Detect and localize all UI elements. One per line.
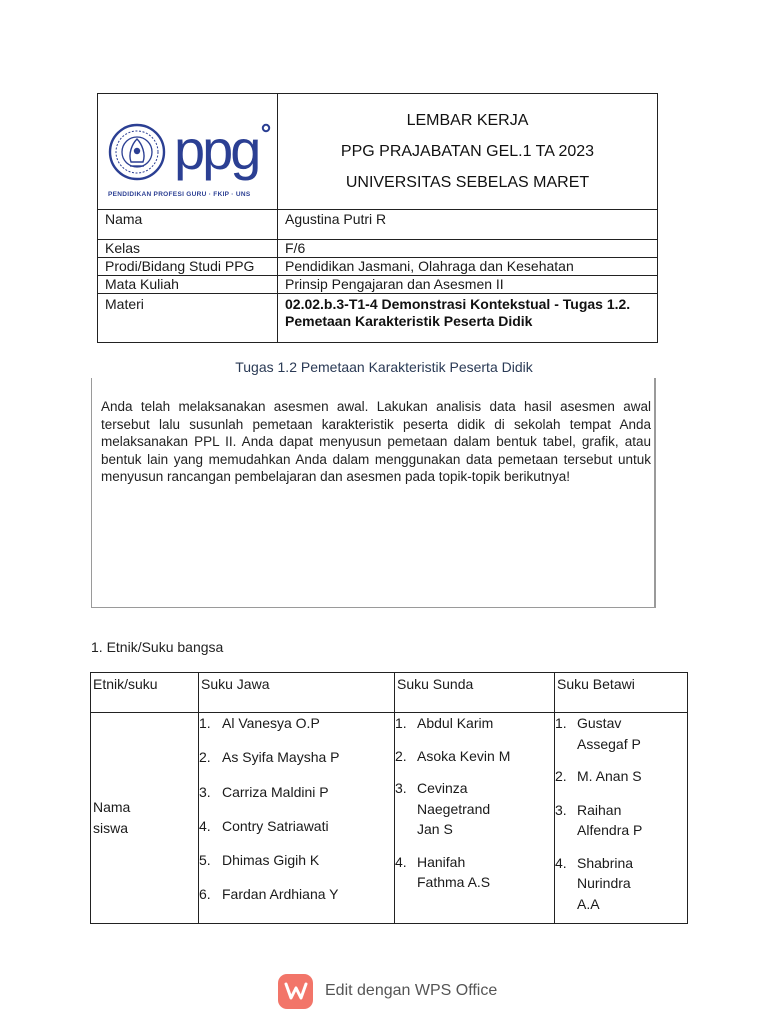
task-title: Tugas 1.2 Pemetaan Karakteristik Peserta Didik	[235, 359, 533, 375]
header-table	[97, 93, 658, 343]
materi-line-2: Pemetaan Karakteristik Peserta Didik	[285, 313, 533, 329]
list-suku-sunda	[395, 713, 555, 924]
col-header-betawi: Suku Betawi	[555, 673, 688, 713]
list-item: 4. Hanifah Fathma A.S	[395, 853, 491, 890]
list-item: 1. Gustav Assegaf P	[555, 715, 641, 752]
label-nama: Nama	[98, 210, 278, 240]
list-item: 4. Shabrina Nurindra A.A	[555, 854, 634, 912]
list-item: 4. Contry Satriawati	[199, 817, 329, 834]
title-line-1: LEMBAR KERJA	[406, 112, 529, 129]
task-instructions: Anda telah melaksanakan asesmen awal. Lakukan analisis data hasil asesmen awal tersebut lalu susunlah pemetaan karakteristik peserta didik di sekolah tempat Anda melaksanakan PPL II. Anda dapat menyusun pemetaan dalam bentuk tabel, grafik, atau bentuk lain yang memudahkan Anda dalam menggunakan data pemetaan tersebut untuk menyusun rancangan pembelajaran dan asesmen pada topik-topik berikutnya!	[101, 399, 651, 485]
document-title	[278, 94, 658, 210]
etnik-table	[90, 672, 688, 924]
wps-edit-button[interactable]	[278, 973, 497, 1009]
value-prodi: Pendidikan Jasmani, Olahraga dan Kesehatan	[278, 258, 658, 276]
value-kelas: F/6	[278, 240, 658, 258]
materi-line-1: 02.02.b.3-T1-4 Demonstrasi Kontekstual - Tugas 1.2.	[285, 296, 631, 312]
logo-caption: PENDIDIKAN PROFESI GURU · FKIP · UNS	[108, 191, 251, 198]
value-mata-kuliah: Prinsip Pengajaran dan Asesmen II	[278, 276, 658, 294]
list-item: 2. As Syifa Maysha P	[199, 749, 340, 766]
list-suku-betawi	[555, 713, 688, 924]
logo-cell	[98, 94, 278, 210]
section-heading-etnik: 1. Etnik/Suku bangsa	[91, 639, 224, 655]
wps-logo-icon	[278, 974, 313, 1009]
value-materi	[278, 294, 658, 343]
list-item: 3. Raihan Alfendra P	[555, 801, 643, 838]
list-item: 6. Fardan Ardhiana Y	[199, 886, 339, 903]
col-header-jawa: Suku Jawa	[199, 673, 395, 713]
task-box	[91, 378, 656, 608]
title-line-2: PPG PRAJABATAN GEL.1 TA 2023	[340, 143, 595, 160]
label-kelas: Kelas	[98, 240, 278, 258]
list-item: 1. Al Vanesya O.P	[199, 715, 320, 731]
list-item: 2. Asoka Kevin M	[395, 747, 511, 764]
wps-edit-label[interactable]: Edit dengan WPS Office	[325, 982, 498, 999]
list-suku-jawa	[199, 713, 395, 924]
label-prodi: Prodi/Bidang Studi PPG	[98, 258, 278, 276]
list-item: 2. M. Anan S	[555, 768, 642, 784]
list-item: 3. Cevinza Naegetrand Jan S	[395, 780, 491, 837]
label-materi: Materi	[98, 294, 278, 343]
list-item: 1. Abdul Karim	[395, 715, 494, 731]
ppg-logo	[98, 94, 278, 209]
title-line-3: UNIVERSITAS SEBELAS MARET	[345, 174, 590, 191]
list-item: 3. Carriza Maldini P	[199, 783, 329, 800]
value-nama: Agustina Putri R	[278, 210, 658, 240]
row-label-nama-siswa: Nama siswa	[91, 713, 199, 924]
list-item: 5. Dhimas Gigih K	[199, 852, 320, 869]
col-header-sunda: Suku Sunda	[395, 673, 555, 713]
label-mata-kuliah: Mata Kuliah	[98, 276, 278, 294]
ppg-wordmark: ppg	[174, 122, 259, 181]
col-header-etnik: Etnik/suku	[91, 673, 199, 713]
ppg-emblem-icon	[106, 122, 272, 186]
